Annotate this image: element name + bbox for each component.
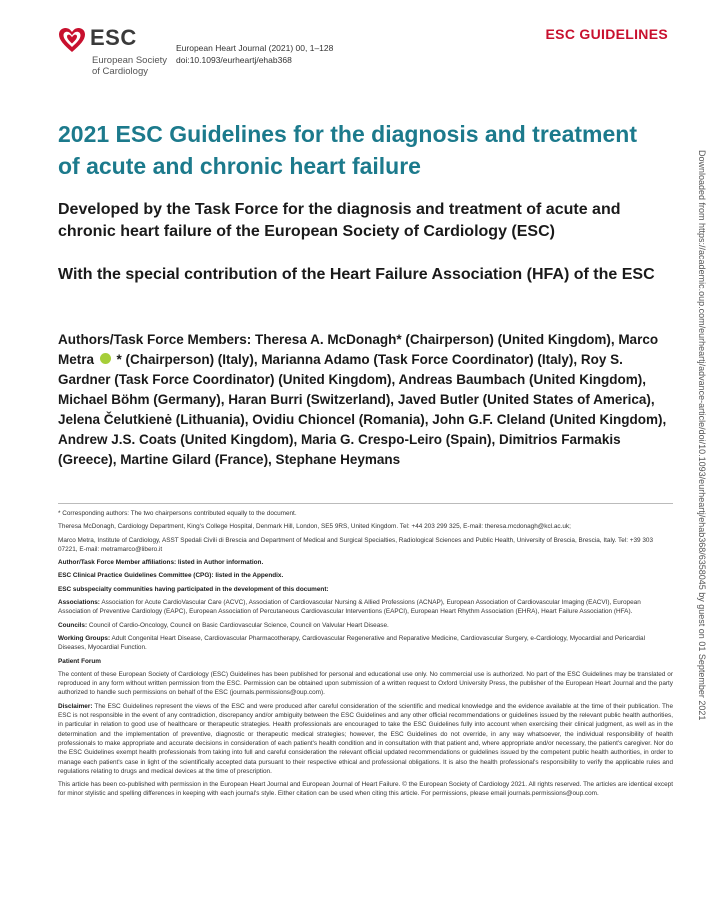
working-groups-label: Working Groups: [58,634,111,642]
copublication-note: This article has been co-published with permission in the European Heart Journal and European Journal of Heart Failure. © the European Society of Cardiology 2021. All rights reserved. The articles are identical except for minor stylistic and spelling differences in keeping with each journal's style. Either citation can be used when citing this article. For permissions, please email journals.permissions@oup.com. [58,781,673,798]
orcid-icon[interactable] [100,353,111,364]
footnotes-section [58,509,673,803]
subtitle-hfa: With the special contribution of the Heart Failure Association (HFA) of the ESC [58,266,655,283]
councils-text: Council of Cardio-Oncology, Council on Basic Cardiovascular Science, Council on Valvular Heart Disease. [87,621,389,629]
authors-part2: * (Chairperson) (Italy), Marianna Adamo (Task Force Coordinator) (Italy), Roy S. Gardner (Task Force Coordinator) (United Kingdom), Andreas Baumbach (United Kingdom), Michael Böhm (Germany), Haran Burri (Switzerland), Javed Butler (United States of America), Jelena Čelutkienė (Lithuania), Ovidiu Chioncel (Romania), John G.F. Cleland (United Kingdom), Andrew J.S. Coats (United Kingdom), Maria G. Crespo-Leiro (Spain), Dimitrios Farmakis (Greece), Martine Gilard (France), Stephane Heymans [58,352,667,467]
esc-guidelines-tag: ESC GUIDELINES [545,26,668,42]
corresponding-note: * Corresponding authors: The two chairpersons contributed equally to the document. [58,510,297,517]
metra-address: Marco Metra, Institute of Cardiology, ASST Spedali Civili di Brescia and Department of Medical and Surgical Specialties, Radiological Sciences and Public Health, University of Brescia, Brescia, Italy. Tel: +39 303 07221, E-mail: metramarco@libero.it [58,536,654,553]
subspecialty-note: ESC subspecialty communities having participated in the development of this document: [58,585,329,593]
cpg-note: ESC Clinical Practice Guidelines Committee (CPG): listed in the Appendix. [58,572,284,580]
logo-wordmark: ESC [90,25,137,50]
councils-note [58,621,673,630]
logo-subtitle [92,55,182,77]
councils-label: Councils: [58,621,88,629]
esc-logo[interactable] [58,25,168,81]
affiliations-note: Author/Task Force Member affiliations: listed in Author information. [58,559,264,567]
disclaimer-label: Disclaimer: [58,702,93,710]
journal-citation [176,42,333,66]
author-list [58,330,673,470]
journal-name-line: European Heart Journal (2021) 00, 1–128 [176,43,334,53]
associations-note [58,598,673,617]
authors-part1: Authors/Task Force Members: Theresa A. McDonagh* (Chairperson) (United Kingdom), Marco Metra [58,332,659,367]
content-notice: The content of these European Society of Cardiology (ESC) Guidelines has been published for personal and educational use only. No commercial use is authorized. No part of the ESC Guidelines may be translated or reproduced in any form without written permission from the ESC. Permission can be obtained upon submission of a written request to Oxford University Press, the publisher of the European Heart Journal and the party authorized to handle such permissions on behalf of the ESC (journals.permissions@oup.com). [58,670,673,697]
page-title: 2021 ESC Guidelines for the diagnosis and treatment of acute and chronic heart failure [58,121,637,179]
associations-text: Association for Acute CardioVascular Care (ACVC), Association of Cardiovascular Nursing & Allied Professions (ACNAP), European Association of Cardiovascular Imaging (EACVI), European Association of Preventive Cardiology (EAPC), European Association of Percutaneous Cardiovascular Interventions (EAPCI), European Heart Rhythm Association (EHRA), Heart Failure Association (HFA). [58,599,641,616]
mcdonagh-address: Theresa McDonagh, Cardiology Department, King's College Hospital, Denmark Hill, London, SE5 9RS, United Kingdom. Tel: +44 203 299 325, E-mail: theresa.mcdonagh@kcl.ac.uk; [58,523,571,531]
subtitle-task-force: Developed by the Task Force for the diagnosis and treatment of acute and chronic heart failure of the European Society of Cardiology (ESC) [58,201,621,240]
associations-label: Associations: [58,599,100,607]
heart-icon [58,27,86,53]
disclaimer-text: The ESC Guidelines represent the views of the ESC and were produced after careful consideration of the scientific and medical knowledge and the evidence available at the time of their publication. The ESC is not responsible in the event of any contradiction, discrepancy and/or ambiguity between the ESC Guidelines and any other official recommendations or guidelines issued by the relevant public health authorities, in particular in relation to good use of healthcare or therapeutic strategies. Health professionals are encouraged to take the ESC Guidelines fully into account when exercising their clinical judgment, as well as in the determination and the implementation of preventive, diagnostic or therapeutic medical strategies; however, the ESC Guidelines do not override, in any way whatsoever, the individual responsibility of health professionals to make appropriate and accurate decisions in consideration of each patient's health condition and in consultation with that patient and, where appropriate and/or necessary, the patient's caregiver. Nor do the ESC Guidelines exempt health professionals from taking into full and careful consideration the relevant official updated recommendations or guidelines issued by the competent public health authorities, in order to manage each patient's case in light of the scientifically accepted data pursuant to their respective ethical and professional obligations. It is also the health professional's responsibility to verify the applicable rules and regulations relating to drugs and medical devices at the time of prescription. [58,702,673,775]
logo-sub-line2: of Cardiology [92,66,148,77]
doi-line[interactable]: doi:10.1093/eurheartj/ehab368 [176,55,292,65]
footnote-divider [58,503,673,504]
download-watermark: Downloaded from https://academic.oup.com/eurheartj/advance-article/doi/10.1093/eurheartj/ehab368/6358045 by guest on 01 September 2021 [697,150,707,721]
patient-forum: Patient Forum [58,657,101,665]
logo-sub-line1: European Society [92,55,167,66]
working-groups-note [58,634,673,653]
working-groups-text: Adult Congenital Heart Disease, Cardiovascular Pharmacotherapy, Cardiovascular Regenerative and Reparative Medicine, Cardiovascular Surgery, e-Cardiology, Myocardial and Pericardial Diseases, Myocardial Function. [58,634,646,652]
disclaimer-note [58,702,673,776]
